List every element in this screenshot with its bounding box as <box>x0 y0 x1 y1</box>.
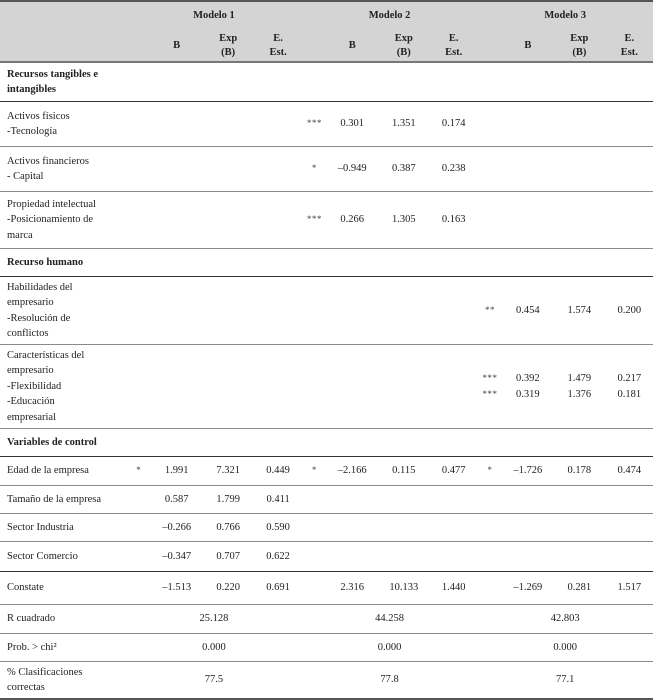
col-b-m1: B <box>151 30 201 62</box>
cell-b: 0.587 <box>151 486 201 514</box>
significance-stars: *** *** <box>477 345 502 429</box>
col-b-m2: B <box>327 30 377 62</box>
section-row-humano <box>0 249 653 277</box>
summary-value-m3: 77.1 <box>477 662 653 700</box>
cell-b: 1.991 <box>151 457 201 486</box>
col-ee-m3: E. Est. <box>606 30 653 62</box>
significance-stars: *** <box>302 102 327 147</box>
cell-ee: 1.517 <box>606 572 653 605</box>
cell-ee: 0.200 <box>606 277 653 345</box>
col-exp-m1: Exp (B) <box>202 30 255 62</box>
summary-value-m2: 77.8 <box>302 662 478 700</box>
cell-exp: 1.351 <box>377 102 430 147</box>
cell-exp: 0.115 <box>377 457 430 486</box>
cell-ee: 0.477 <box>430 457 477 486</box>
summary-value-m1: 0.000 <box>126 634 302 662</box>
summary-value-m2: 0.000 <box>302 634 478 662</box>
cell-ee: 0.691 <box>254 572 301 605</box>
cell-exp: 0.281 <box>553 572 606 605</box>
cell-b: 0.266 <box>327 192 377 249</box>
row-label: Edad de la empresa <box>0 457 126 486</box>
row-label: Constate <box>0 572 126 605</box>
cell-b: –0.266 <box>151 514 201 542</box>
cell-exp: 7.321 <box>202 457 255 486</box>
cell-b: 0.392 0.319 <box>503 345 553 429</box>
cell-ee: 0.174 <box>430 102 477 147</box>
cell-exp: 1.305 <box>377 192 430 249</box>
row-label: Activos financieros - Capital <box>0 147 126 192</box>
cell-ee: 0.474 <box>606 457 653 486</box>
row-label: Sector Industria <box>0 514 126 542</box>
cell-b: –2.166 <box>327 457 377 486</box>
cell-ee: 0.622 <box>254 542 301 572</box>
cell-ee: 0.590 <box>254 514 301 542</box>
cell-exp: 0.178 <box>553 457 606 486</box>
row-label: % Clasificaciones correctas <box>0 662 126 700</box>
summary-value-m1: 25.128 <box>126 605 302 634</box>
cell-b: 0.301 <box>327 102 377 147</box>
table-row <box>0 277 653 345</box>
table-row <box>0 662 653 700</box>
row-label: Tamaño de la empresa <box>0 486 126 514</box>
cell-b: –0.347 <box>151 542 201 572</box>
significance-stars: * <box>302 147 327 192</box>
col-b-m3: B <box>503 30 553 62</box>
row-label: Prob. > chi² <box>0 634 126 662</box>
table-row <box>0 192 653 249</box>
cell-ee: 0.238 <box>430 147 477 192</box>
summary-value-m2: 44.258 <box>302 605 478 634</box>
summary-value-m1: 77.5 <box>126 662 302 700</box>
significance-stars: * <box>302 457 327 486</box>
cell-ee: 0.449 <box>254 457 301 486</box>
summary-value-m3: 42.803 <box>477 605 653 634</box>
section-label: Recursos tangibles e intangibles <box>0 62 653 102</box>
table-row <box>0 486 653 514</box>
table-row <box>0 102 653 147</box>
column-header-row <box>0 30 653 62</box>
cell-exp: 0.766 <box>202 514 255 542</box>
row-label: Activos físicos -Tecnología <box>0 102 126 147</box>
cell-exp: 1.479 1.376 <box>553 345 606 429</box>
cell-b: –1.513 <box>151 572 201 605</box>
significance-stars: *** <box>302 192 327 249</box>
cell-b: –1.269 <box>503 572 553 605</box>
table-row <box>0 147 653 192</box>
row-label: Habilidades del empresario -Resolución de conflictos <box>0 277 126 345</box>
cell-b: –1.726 <box>503 457 553 486</box>
model-1-header: Modelo 1 <box>126 1 302 30</box>
cell-exp: 0.387 <box>377 147 430 192</box>
model-2-header: Modelo 2 <box>302 1 478 30</box>
table-row <box>0 345 653 429</box>
cell-exp: 1.799 <box>202 486 255 514</box>
header-blank <box>0 30 126 62</box>
cell-exp: 1.574 <box>553 277 606 345</box>
significance-stars: * <box>126 457 151 486</box>
row-label: Características del empresario -Flexibilidad -Educación empresarial <box>0 345 126 429</box>
summary-value-m3: 0.000 <box>477 634 653 662</box>
cell-b: 2.316 <box>327 572 377 605</box>
significance-stars: ** <box>477 277 502 345</box>
cell-exp: 10.133 <box>377 572 430 605</box>
col-exp-m2: Exp (B) <box>377 30 430 62</box>
cell-ee: 0.411 <box>254 486 301 514</box>
section-row-control <box>0 429 653 457</box>
model-header-row <box>0 1 653 30</box>
header-blank <box>0 1 126 30</box>
col-ee-m1: E. Est. <box>254 30 301 62</box>
row-label: R cuadrado <box>0 605 126 634</box>
cell-b: 0.454 <box>503 277 553 345</box>
col-exp-m3: Exp (B) <box>553 30 606 62</box>
section-label: Variables de control <box>0 429 653 457</box>
table-row <box>0 605 653 634</box>
cell-exp: 0.707 <box>202 542 255 572</box>
table-row <box>0 634 653 662</box>
table-row <box>0 572 653 605</box>
section-label: Recurso humano <box>0 249 653 277</box>
table-row <box>0 514 653 542</box>
col-ee-m2: E. Est. <box>430 30 477 62</box>
cell-ee: 1.440 <box>430 572 477 605</box>
table-row <box>0 542 653 572</box>
row-label: Sector Comercio <box>0 542 126 572</box>
table-row <box>0 457 653 486</box>
section-row-recursos <box>0 62 653 102</box>
model-3-header: Modelo 3 <box>477 1 653 30</box>
cell-b: –0.949 <box>327 147 377 192</box>
significance-stars: * <box>477 457 502 486</box>
row-label: Propiedad intelectual -Posicionamiento de marca <box>0 192 126 249</box>
cell-ee: 0.163 <box>430 192 477 249</box>
cell-ee: 0.217 0.181 <box>606 345 653 429</box>
cell-exp: 0.220 <box>202 572 255 605</box>
